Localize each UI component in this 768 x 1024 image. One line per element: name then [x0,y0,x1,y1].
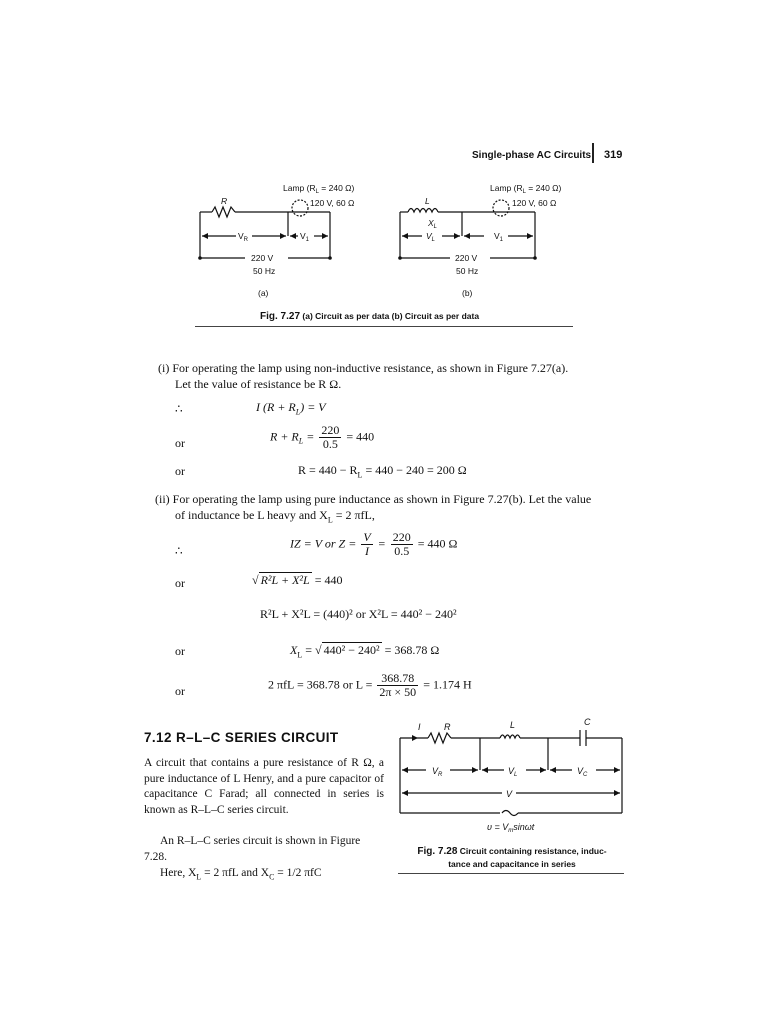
or-i-1: or [175,436,185,450]
svg-text:V1: $V_1$ [494,231,504,243]
fig27a-supply-voltage: 220 V [251,253,274,263]
eq-ii-4: $X_L$ = √ 440² − 240² = 368.78 Ω [290,643,440,660]
fig27-caption: Fig. 7.27 (a) Circuit as per data (b) Circuit as per data [260,311,480,322]
eq-i-2: $R + R_L$ = $\frac{220}{0.5}$ = 440 [270,423,375,451]
svg-text:Lamp (RL = 240 Ω): Lamp ($R_L = 240$ Ω) [490,183,562,195]
figure-7-27 [190,178,580,313]
header-divider [592,143,594,163]
part-i-line1: (i) For operating the lamp using non-inductive resistance, as shown in Figure 7.27(a). [158,361,569,375]
eq-ii-3: R²L + X²L = (440)² or X²L = 440² − 240² [260,607,457,621]
fig28-caption: Fig. 7.28 Circuit containing resistance, induc- tance and capacitance in series [417,846,607,869]
svg-text:VR: $V_R$ [238,231,249,243]
or-i-2: or [175,464,185,478]
figure-7-28 [392,718,628,838]
fig27b-label: (b) [462,288,473,298]
section-para-3: Here, $X_L = 2$ πfL and $X_C = 1/2$ πfC [160,867,322,882]
fig27a-label: (a) [258,288,269,298]
svg-text:Lamp (RL = 240 Ω): Lamp ($R_L = 240$ Ω) [283,183,355,195]
fig27a-lamp-rating: 120 V, 60 Ω [310,198,355,208]
fig28-V-label: V [506,789,513,799]
fig27a-supply-freq: 50 Hz [253,266,276,276]
fig28-I-label: I [418,722,421,732]
inductor-L [500,735,520,738]
svg-text:VL: $V_L$ [508,766,518,778]
eq-ii-1: IZ = V or Z = $\frac{V}{I}$ = $\frac{220}{0.5}$ = 440 Ω [290,530,458,558]
svg-text:220 V: 220 V [455,253,478,263]
eq-ii-5: 2 πfL = 368.78 or L = $\frac{368.78}{2\pi \times 50}$ = 1.174 H [268,671,472,699]
running-header-title: Single-phase AC Circuits [472,150,592,161]
page-number: 319 [604,149,623,161]
fig28-R-label: R [444,722,451,732]
fig28-L-label: L [510,720,516,730]
lamp-b [493,200,509,216]
or-ii-2: or [175,644,185,658]
eq-i-3: $R = 440 - R_L = 440 - 240 = 200$ Ω [298,463,467,480]
part-ii-line1: (ii) For operating the lamp using pure inductance as shown in Figure 7.27(b). Let the value [155,492,592,506]
svg-text:L: L [425,196,430,206]
svg-text:VL: $V_L$ [426,231,436,243]
therefore-2: ∴ [175,544,183,558]
eq-i-1: I $(R + R_L) = V$ [256,400,326,417]
fig27b-lamp-rating: 120 V, 60 Ω [512,198,557,208]
fig28-rule [398,873,624,874]
resistor-R [428,733,451,743]
lamp-a [292,200,308,216]
svg-text:50 Hz: 50 Hz [456,266,479,276]
fig28-C-label: C [584,718,591,727]
svg-text:VR: $V_R$ [432,766,443,778]
or-ii-3: or [175,684,185,698]
section-para-2: An R–L–C series circuit is shown in Figure 7.28. [144,835,361,863]
section-title: 7.12 R–L–C SERIES CIRCUIT [144,730,339,745]
therefore-1: ∴ [175,402,183,416]
svg-text:VC: $V_C$ [577,766,588,778]
svg-text:V1: $V_1$ [300,231,310,243]
inductor-L [408,209,438,213]
or-ii-1: or [175,576,185,590]
fig27a-R-label: R [221,196,228,206]
resistor-R [212,207,235,217]
part-i-line2: Let the value of resistance be R Ω. [175,377,342,391]
eq-ii-2: √ R²L + X²L = 440 [252,573,343,587]
section-para-1: A circuit that contains a pure resistance of R Ω, a pure inductance of L Henry, and a pure capacitor of capacitance C Farad; all connected in series is known as R–L–C series circuit. [144,757,384,816]
part-ii-line2: of inductance be L heavy and $X_L = 2$ πfL, [175,508,375,525]
svg-text:υ = Vmsinωt: $\upsilon = V_m\sin\omega t$ [487,822,535,834]
svg-text:XL: $X_L$ [428,218,438,230]
fig27-rule [195,326,573,327]
